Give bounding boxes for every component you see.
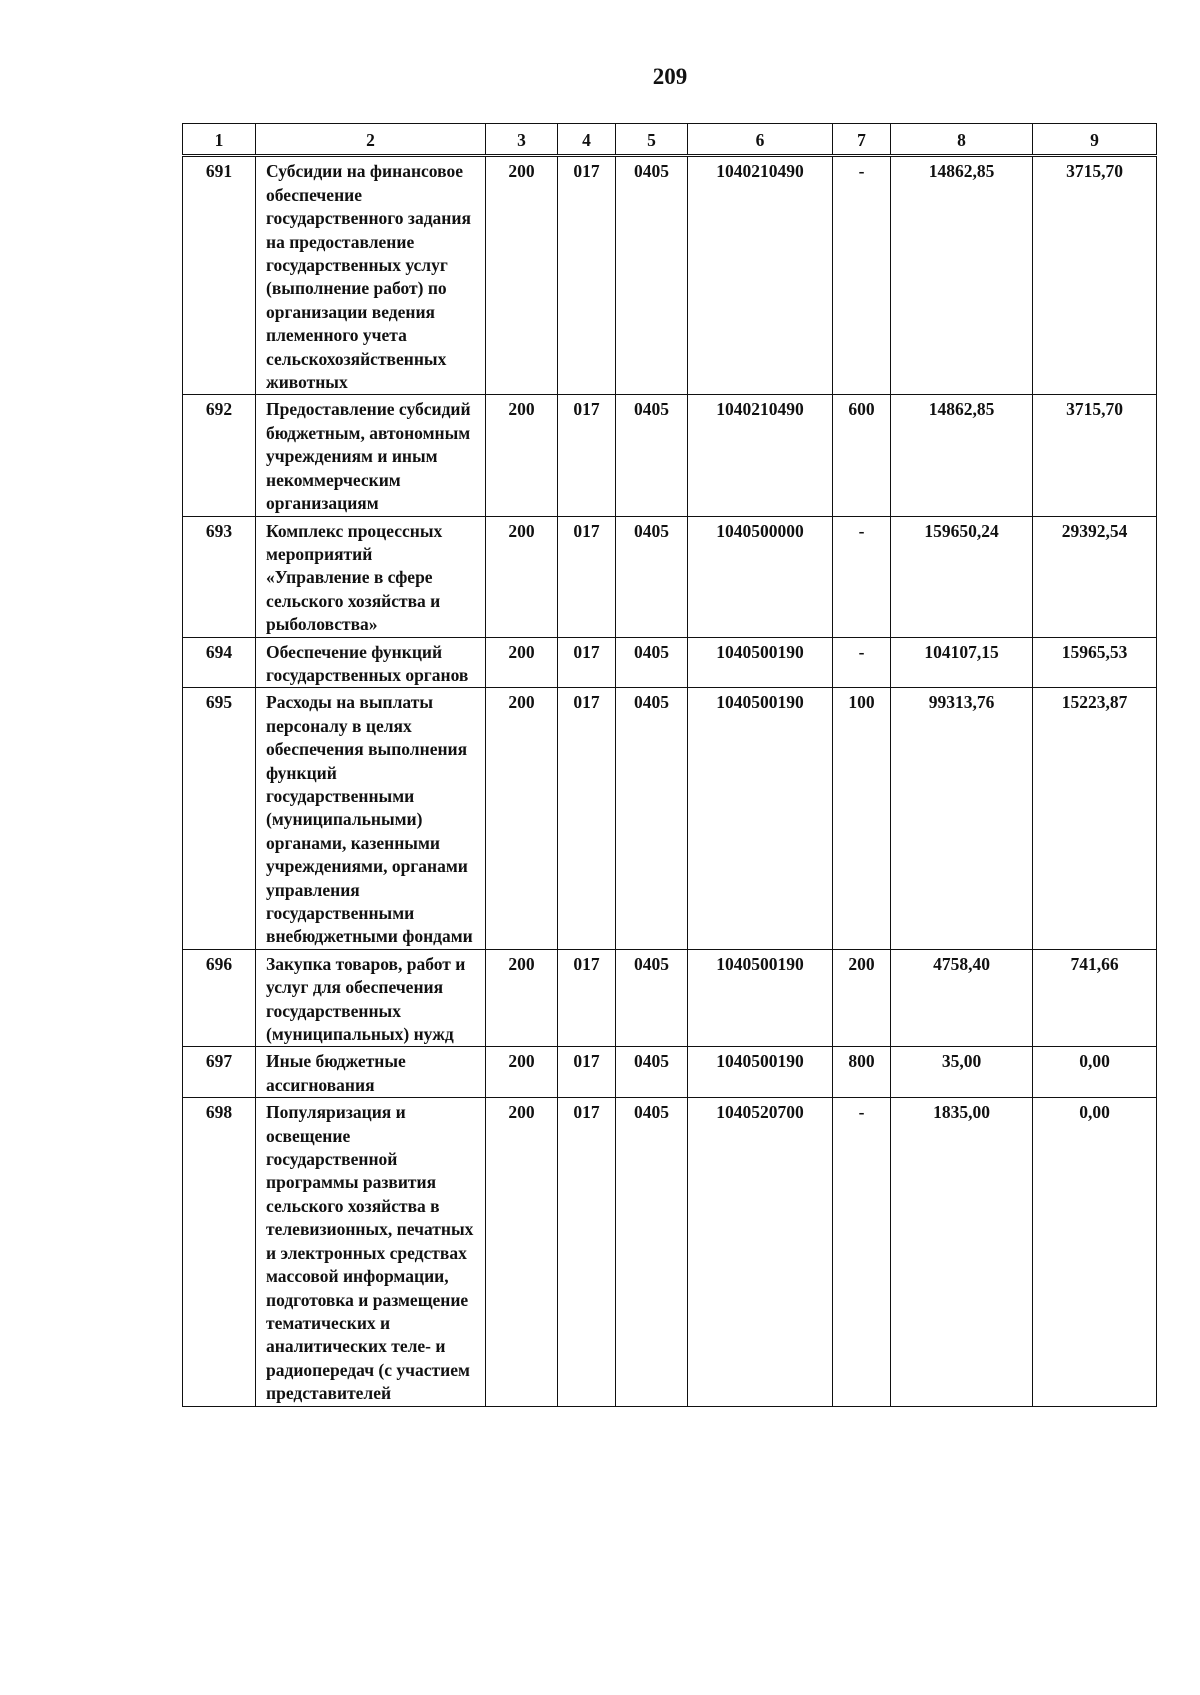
cell-col3: 200 (486, 1047, 558, 1098)
cell-col4: 017 (558, 1047, 616, 1098)
table-header (183, 124, 1157, 156)
cell-col7: - (833, 156, 891, 395)
row-number: 696 (183, 949, 256, 1047)
table-body (183, 156, 1157, 1406)
cell-col6: 1040500190 (688, 949, 833, 1047)
header-cell: 2 (256, 124, 486, 156)
cell-col8: 1835,00 (891, 1098, 1033, 1406)
table-row (183, 395, 1157, 516)
cell-col5: 0405 (616, 395, 688, 516)
row-number: 693 (183, 516, 256, 637)
cell-col7: - (833, 516, 891, 637)
table-row (183, 637, 1157, 688)
row-number: 695 (183, 688, 256, 949)
cell-col6: 1040500000 (688, 516, 833, 637)
cell-col8: 14862,85 (891, 395, 1033, 516)
cell-col4: 017 (558, 637, 616, 688)
cell-col9: 0,00 (1033, 1098, 1157, 1406)
table-row (183, 688, 1157, 949)
cell-col7: 600 (833, 395, 891, 516)
cell-col7: 200 (833, 949, 891, 1047)
cell-col5: 0405 (616, 688, 688, 949)
cell-col3: 200 (486, 395, 558, 516)
cell-col5: 0405 (616, 1047, 688, 1098)
table-row (183, 1047, 1157, 1098)
cell-col9: 741,66 (1033, 949, 1157, 1047)
cell-col9: 15965,53 (1033, 637, 1157, 688)
cell-col3: 200 (486, 688, 558, 949)
row-name: Закупка товаров, работ и услуг для обеспечения государственных (муниципальных) нужд (256, 949, 486, 1047)
page-number: 209 (652, 64, 688, 89)
budget-table (182, 123, 1157, 1407)
cell-col8: 104107,15 (891, 637, 1033, 688)
cell-col9: 0,00 (1033, 1047, 1157, 1098)
cell-col4: 017 (558, 949, 616, 1047)
cell-col8: 99313,76 (891, 688, 1033, 949)
table-row (183, 516, 1157, 637)
header-cell: 6 (688, 124, 833, 156)
header-cell: 7 (833, 124, 891, 156)
header-cell: 9 (1033, 124, 1157, 156)
cell-col3: 200 (486, 949, 558, 1047)
table-row (183, 1098, 1157, 1406)
row-name: Популяризация и освещение государственной программы развития сельского хозяйства в телевизионных, печатных и электронных средствах массовой информации, подготовка и размещение тематических и аналитических теле- и радиопередач (с участием представителей (256, 1098, 486, 1406)
cell-col6: 1040500190 (688, 637, 833, 688)
row-number: 697 (183, 1047, 256, 1098)
cell-col8: 35,00 (891, 1047, 1033, 1098)
header-row (183, 124, 1157, 156)
cell-col4: 017 (558, 516, 616, 637)
row-name: Комплекс процессных мероприятий «Управление в сфере сельского хозяйства и рыболовства» (256, 516, 486, 637)
cell-col5: 0405 (616, 516, 688, 637)
row-name: Иные бюджетные ассигнования (256, 1047, 486, 1098)
cell-col7: - (833, 637, 891, 688)
table-row (183, 156, 1157, 395)
cell-col3: 200 (486, 516, 558, 637)
cell-col3: 200 (486, 637, 558, 688)
cell-col9: 15223,87 (1033, 688, 1157, 949)
cell-col7: 800 (833, 1047, 891, 1098)
row-number: 691 (183, 156, 256, 395)
cell-col9: 3715,70 (1033, 156, 1157, 395)
cell-col9: 3715,70 (1033, 395, 1157, 516)
cell-col6: 1040520700 (688, 1098, 833, 1406)
cell-col6: 1040500190 (688, 1047, 833, 1098)
cell-col4: 017 (558, 688, 616, 949)
header-cell: 8 (891, 124, 1033, 156)
row-name: Обеспечение функций государственных органов (256, 637, 486, 688)
cell-col9: 29392,54 (1033, 516, 1157, 637)
row-number: 692 (183, 395, 256, 516)
cell-col6: 1040210490 (688, 395, 833, 516)
cell-col3: 200 (486, 1098, 558, 1406)
cell-col3: 200 (486, 156, 558, 395)
cell-col8: 159650,24 (891, 516, 1033, 637)
row-name: Расходы на выплаты персоналу в целях обеспечения выполнения функций государственными (муниципальными) органами, казенными учреждениями, органами управления государственными внебюджетными фондами (256, 688, 486, 949)
cell-col6: 1040500190 (688, 688, 833, 949)
cell-col4: 017 (558, 156, 616, 395)
cell-col4: 017 (558, 1098, 616, 1406)
cell-col7: - (833, 1098, 891, 1406)
row-number: 694 (183, 637, 256, 688)
row-name: Предоставление субсидий бюджетным, автономным учреждениям и иным некоммерческим организациям (256, 395, 486, 516)
cell-col8: 14862,85 (891, 156, 1033, 395)
header-cell: 5 (616, 124, 688, 156)
header-cell: 4 (558, 124, 616, 156)
cell-col5: 0405 (616, 1098, 688, 1406)
header-cell: 3 (486, 124, 558, 156)
row-number: 698 (183, 1098, 256, 1406)
cell-col7: 100 (833, 688, 891, 949)
row-name: Субсидии на финансовое обеспечение государственного задания на предоставление государственных услуг (выполнение работ) по организации ведения племенного учета сельскохозяйственных животных (256, 156, 486, 395)
cell-col5: 0405 (616, 637, 688, 688)
cell-col8: 4758,40 (891, 949, 1033, 1047)
table-row (183, 949, 1157, 1047)
cell-col5: 0405 (616, 949, 688, 1047)
cell-col4: 017 (558, 395, 616, 516)
cell-col5: 0405 (616, 156, 688, 395)
cell-col6: 1040210490 (688, 156, 833, 395)
header-cell: 1 (183, 124, 256, 156)
